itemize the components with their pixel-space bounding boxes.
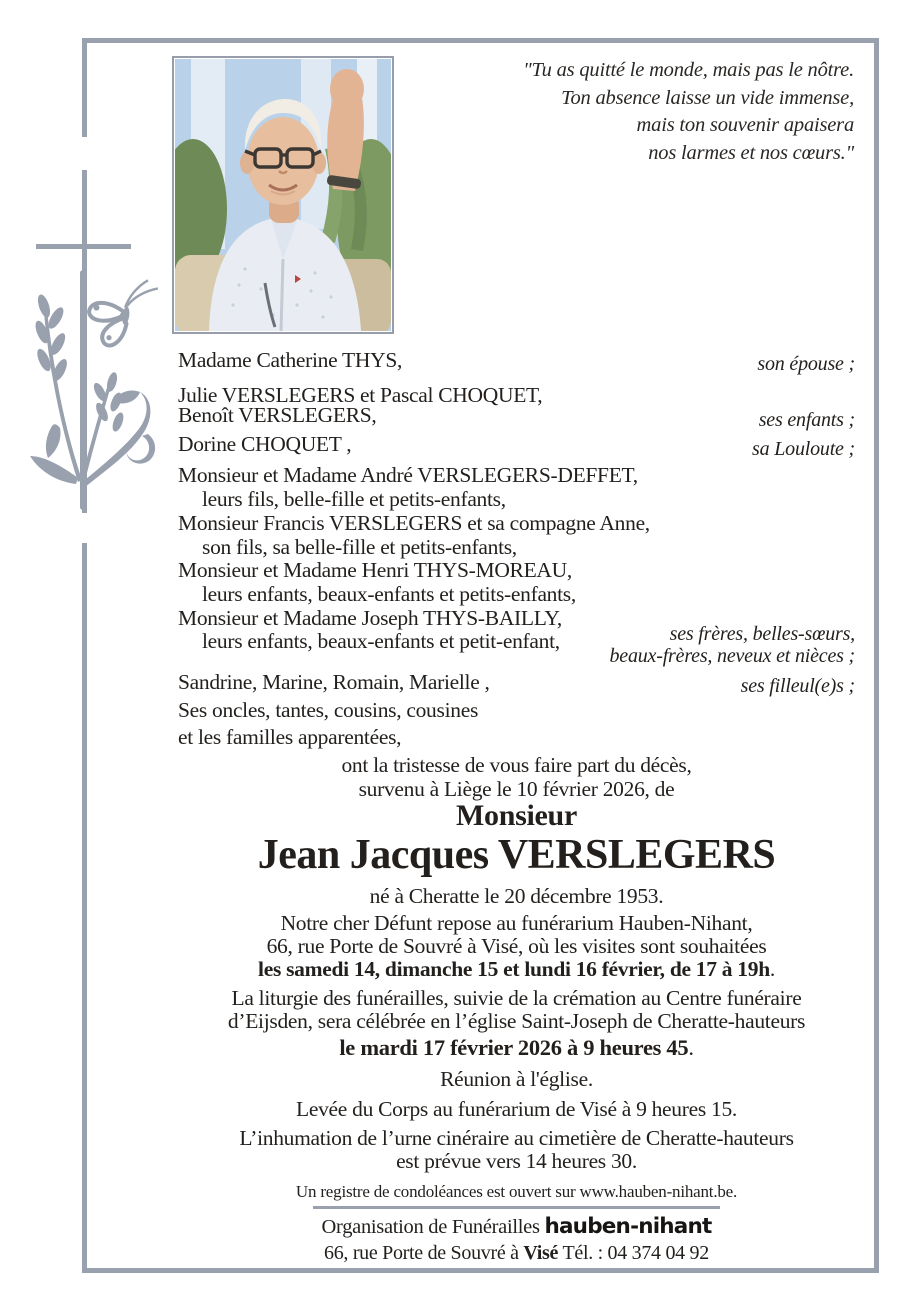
quote-line: nos larmes et nos cœurs." [648,141,854,164]
announcement-line1: ont la tristesse de vous faire part du décès, [341,753,692,777]
family-row: Madame Catherine THYS, [178,348,403,372]
relation-label-siblings-line2: beaux-frères, neveux et nièces ; [609,645,855,667]
footer-organisation-text: Organisation de Funérailles [321,1216,545,1238]
portrait-photo [172,56,394,334]
wake-dates: les samedi 14, dimanche 15 et lundi 16 février, de 17 à 19h [258,957,770,981]
inhumation-line2: est prévue vers 14 heures 30. [396,1149,637,1173]
quote-line: Ton absence laisse un vide immense, [561,86,854,109]
wheat-butterfly-decoration-icon [22,270,172,518]
family-row: Julie VERSLEGERS et Pascal CHOQUET, [178,383,543,407]
portrait-photo-image [175,59,391,331]
relation-label-godchildren: ses filleul(e)s ; [740,675,855,697]
wake-line1: Notre cher Défunt repose au funérarium Hauben-Nihant, [280,911,753,935]
cross-arm-decoration [36,244,131,249]
meeting-line: Réunion à l'église. [440,1067,593,1091]
family-row: leurs enfants, beaux-enfants et petit-enfant, [202,629,560,653]
footer-organisation-line [178,1215,855,1239]
quote-line: mais ton souvenir apaisera [636,114,854,136]
relation-label-siblings-line1: ses frères, belles-sœurs, [669,623,855,645]
frame-border-left-segment-1 [82,38,87,137]
family-row: leurs enfants, beaux-enfants et petits-enfants, [202,582,576,606]
ceremony-date-line [178,1036,855,1060]
deceased-title: Monsieur [456,799,577,832]
wake-line2: 66, rue Porte de Souvré à Visé, où les visites sont souhaitées [266,934,767,958]
memorial-quote [523,57,854,167]
ceremony-date-period: . [688,1035,694,1060]
deceased-name: Jean Jacques VERSLEGERS [257,832,776,878]
footer-phone: Tél. : 04 374 04 92 [558,1242,709,1264]
quote-line: "Tu as quitté le monde, mais pas le nôtre. [523,59,854,81]
footer-city: Visé [523,1242,559,1264]
condolence-register-line: Un registre de condoléances est ouvert sur www.hauben-nihant.be. [295,1182,738,1201]
frame-border-top [82,38,879,43]
family-row: Monsieur Francis VERSLEGERS et sa compagne Anne, [178,511,650,535]
family-row: Ses oncles, tantes, cousins, cousines [178,698,479,722]
birth-line: né à Cheratte le 20 décembre 1953. [369,884,664,908]
family-row: leurs fils, belle-fille et petits-enfants, [202,487,506,511]
footer-address: 66, rue Porte de Souvré à [324,1242,524,1264]
announcement-line2: survenu à Liège le 10 février 2026, de [358,777,675,801]
family-row: et les familles apparentées, [178,725,402,749]
levee-line: Levée du Corps au funérarium de Visé à 9 heures 15. [296,1097,737,1121]
frame-border-right [874,38,879,1273]
family-row: Benoît VERSLEGERS, [178,403,377,427]
ceremony-line2: d’Eijsden, sera célébrée en l’église Saint-Joseph de Cheratte-hauteurs [227,1009,806,1033]
family-row: Monsieur et Madame André VERSLEGERS-DEFFET, [178,463,638,487]
family-row: Monsieur et Madame Henri THYS-MOREAU, [178,558,572,582]
footer-address-line [178,1241,855,1265]
wake-dates-period: . [769,957,775,981]
funeral-home-logo: hauben-nihant [544,1214,712,1239]
wake-line3 [178,957,855,981]
family-row: Monsieur et Madame Joseph THYS-BAILLY, [178,606,562,630]
frame-border-left-segment-3 [82,543,87,1273]
relation-label-spouse: son épouse ; [757,353,855,375]
frame-border-bottom [82,1268,879,1273]
ceremony-date: le mardi 17 février 2026 à 9 heures 45 [339,1035,689,1060]
family-row: Dorine CHOQUET , [178,432,352,456]
family-row: son fils, sa belle-fille et petits-enfants, [202,535,517,559]
footer-divider [313,1206,720,1209]
inhumation-line1: L’inhumation de l’urne cinéraire au cimetière de Cheratte-hauteurs [239,1126,794,1150]
relation-label-children: ses enfants ; [758,409,855,431]
relation-label-siblings [609,623,855,667]
ceremony-line1: La liturgie des funérailles, suivie de la crémation au Centre funéraire [231,986,802,1010]
relation-label-louloute: sa Louloute ; [752,438,855,460]
family-row: Sandrine, Marine, Romain, Marielle , [178,670,490,694]
